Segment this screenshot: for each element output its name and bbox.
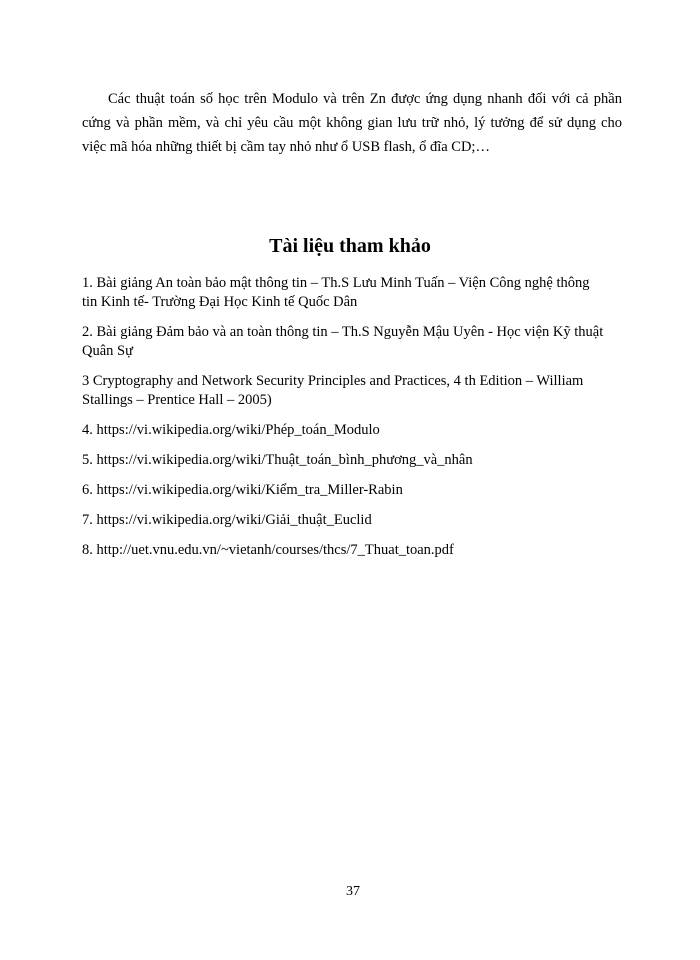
- reference-line: Stallings – Prentice Hall – 2005): [82, 392, 272, 408]
- reference-item: [82, 421, 642, 440]
- reference-line: 2. Bài giảng Đảm bảo và an toàn thông tin – Th.S Nguyễn Mậu Uyên - Học viện Kỹ thuật: [82, 324, 604, 340]
- reference-line: tin Kinh tế- Trường Đại Học Kinh tế Quốc Dân: [82, 294, 358, 310]
- reference-line: 1. Bài giảng An toàn bảo mật thông tin – Th.S Lưu Minh Tuấn – Viện Công nghệ thông: [82, 275, 590, 291]
- reference-item: [82, 481, 642, 500]
- reference-item: [82, 323, 642, 361]
- paragraph-line: cứng và phần mềm, và chỉ yêu cầu một không gian lưu trữ nhỏ, lý tưởng để sử dụng cho: [82, 115, 622, 131]
- paragraph-line: việc mã hóa những thiết bị cầm tay nhỏ như ổ USB flash, ổ đĩa CD;…: [82, 139, 490, 155]
- reference-line: Quân Sự: [82, 343, 133, 359]
- body-paragraph: [82, 87, 622, 159]
- references-list: [82, 274, 642, 571]
- reference-item: [82, 511, 642, 530]
- reference-item: [82, 274, 642, 312]
- reference-item: [82, 372, 642, 410]
- reference-link: 6. https://vi.wikipedia.org/wiki/Kiểm_tra_Miller-Rabin: [82, 482, 403, 498]
- page-number: 37: [346, 884, 360, 899]
- reference-line: 3 Cryptography and Network Security Principles and Practices, 4 th Edition – William: [82, 373, 584, 389]
- reference-link: 7. https://vi.wikipedia.org/wiki/Giải_thuật_Euclid: [82, 512, 372, 528]
- paragraph-line: Các thuật toán số học trên Modulo và trên Zn được ứng dụng nhanh đối với cả phần: [108, 91, 622, 107]
- references-heading: Tài liệu tham khảo: [269, 235, 431, 257]
- reference-item: [82, 541, 642, 560]
- reference-link: 8. http://uet.vnu.edu.vn/~vietanh/courses/thcs/7_Thuat_toan.pdf: [82, 542, 454, 558]
- reference-link: 5. https://vi.wikipedia.org/wiki/Thuật_toán_bình_phương_và_nhân: [82, 452, 473, 468]
- reference-link: 4. https://vi.wikipedia.org/wiki/Phép_toán_Modulo: [82, 422, 380, 438]
- reference-item: [82, 451, 642, 470]
